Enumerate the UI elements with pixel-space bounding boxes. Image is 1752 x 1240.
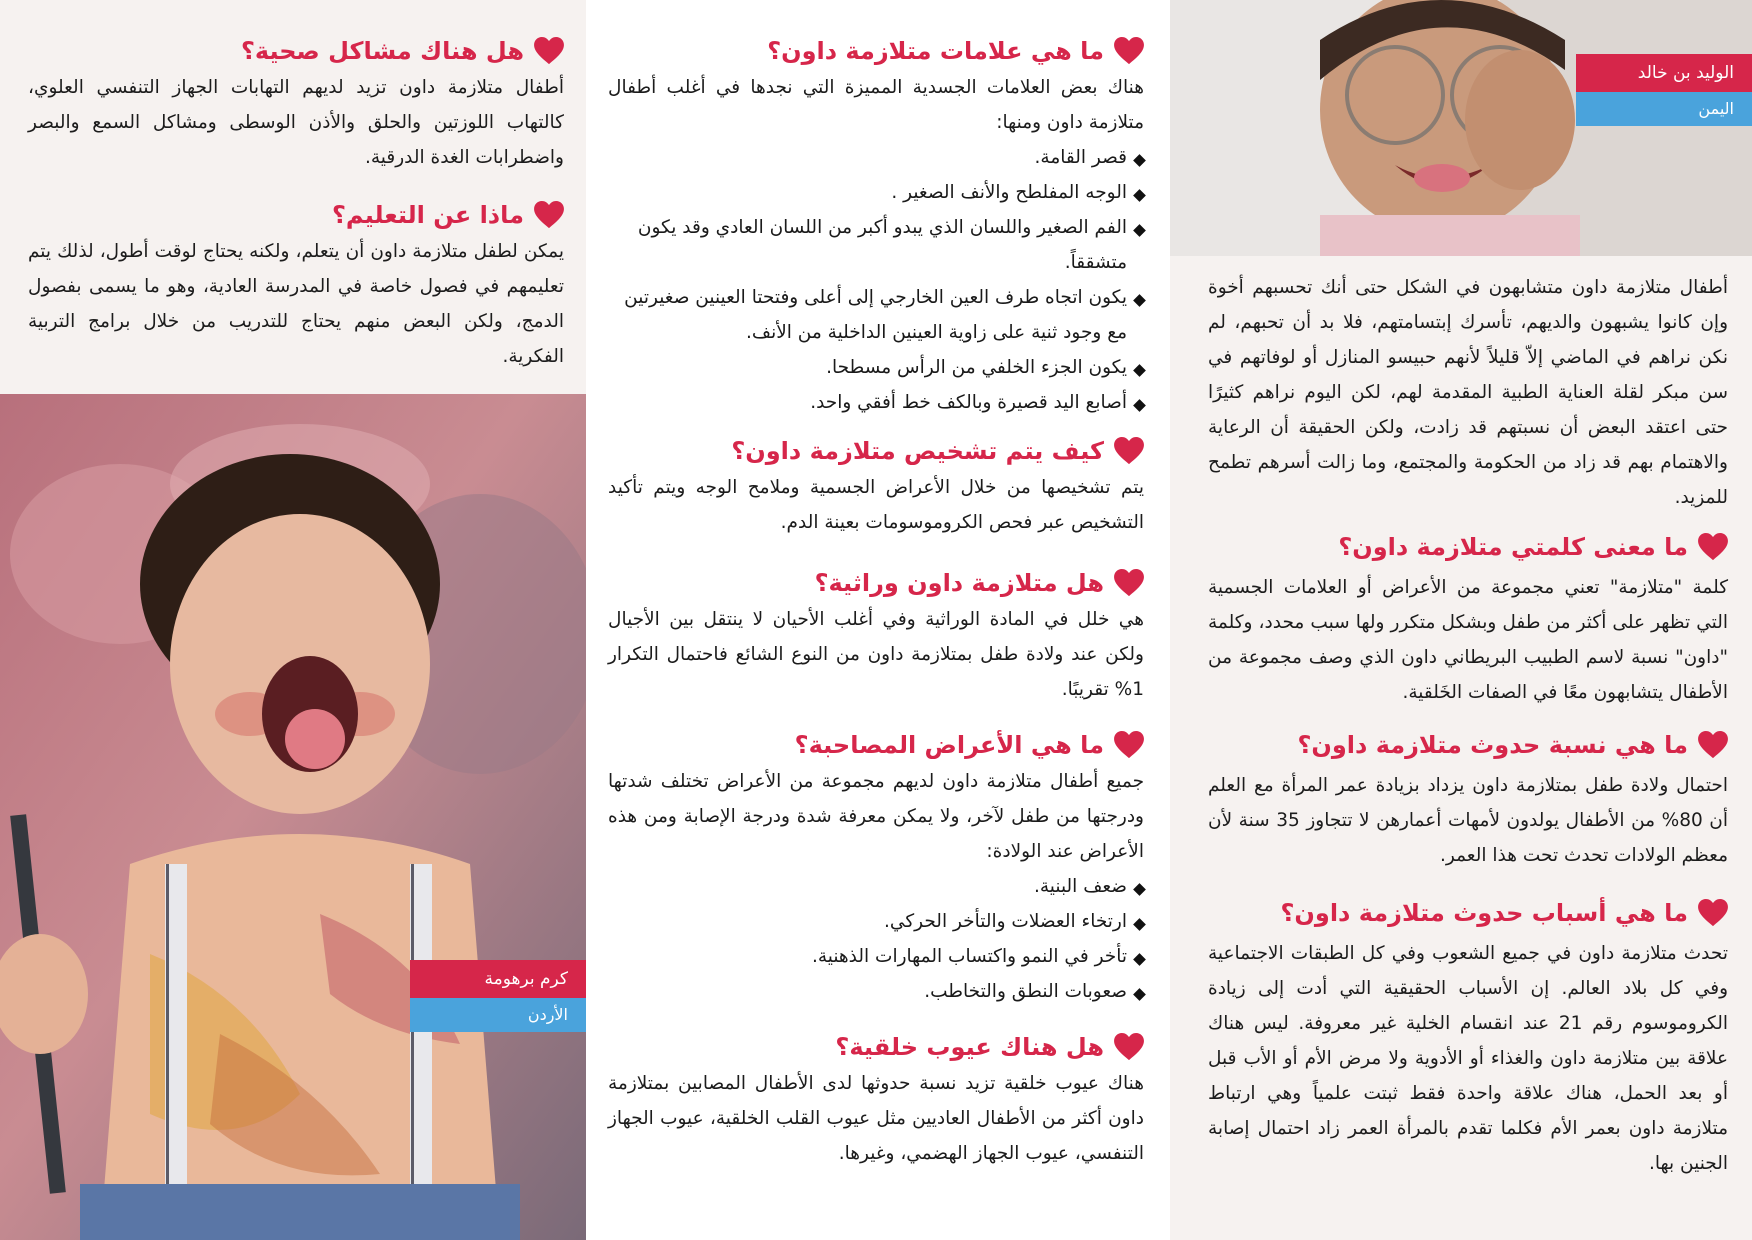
causes-section (1208, 896, 1728, 1181)
heart-icon (534, 201, 564, 229)
list-item-text: ارتخاء العضلات والتأخر الحركي. (884, 911, 1127, 932)
list-item-text: ضعف البنية. (1034, 876, 1127, 897)
meaning-text: كلمة "متلازمة" تعني مجموعة من الأعراض أو العلامات الجسمية التي تظهر على أكثر من طفل وبشكل متكرر ولها سبب محدد، وكلمة "داون" نسبة لاسم الطبيب البريطاني داون الذي وصف مجموعة من الأطفال يتشابهون معًا في الصفات الخَلقية. (1208, 577, 1728, 703)
education-text: يمكن لطفل متلازمة داون أن يتعلم، ولكنه يحتاج لوقت أطول، لذلك يتم تعليمهم في فصول خاصة في المدرسة العادية، وهو ما يسمى بفصول الدمج، ولكن البعض منهم يحتاج للتدريب من خلال برامج التربية الفكرية. (28, 241, 564, 367)
list-item (608, 904, 1144, 939)
health-title: هل هناك مشاكل صحية؟ (240, 37, 524, 65)
left-panel (0, 0, 586, 1240)
heart-icon (534, 37, 564, 65)
right-panel (1170, 0, 1752, 1240)
causes-text: تحدث متلازمة داون في جميع الشعوب وفي كل الطبقات الاجتماعية وفي كل بلاد العالم. إن الأسباب الحقيقية التي أدت إلى زيادة الكروموسوم رقم 21 عند انقسام الخلية غير معروفة. ليس هناك علاقة بين متلازمة داون والغذاء أو الأدوية ولا مرض الأم أو الأب قبل أو بعد الحمل، هناك علاقة واحدة فقط ثبتت علمياً وهي ارتباط متلازمة داون بعمر الأم فكلما تقدم بالمرأة العمر زاد احتمال إصابة الجنين بها. (1208, 943, 1728, 1174)
rate-title: ما هي نسبة حدوث متلازمة داون؟ (1297, 731, 1688, 759)
heart-icon (1114, 37, 1144, 65)
signs-heading (608, 34, 1144, 68)
list-item (608, 385, 1144, 420)
health-text: أطفال متلازمة داون تزيد لديهم التهابات الجهاز التنفسي العلوي، كالتهاب اللوزتين والحلق والأذن الوسطى ومشاكل السمع والبصر واضطرابات الغدة الدرقية. (28, 77, 564, 168)
child-photo-glasses (1170, 0, 1752, 256)
bullet-icon (1133, 189, 1146, 202)
signs-section (608, 34, 1144, 420)
bullet-icon (1133, 953, 1146, 966)
defects-section (608, 1030, 1144, 1171)
bullet-icon (1133, 294, 1146, 307)
causes-heading (1208, 896, 1728, 930)
caption-country: اليمن (1576, 92, 1752, 126)
signs-list (608, 140, 1144, 420)
causes-title: ما هي أسباب حدوث متلازمة داون؟ (1280, 899, 1688, 927)
bullet-icon (1133, 154, 1146, 167)
meaning-heading (1208, 530, 1728, 564)
bullet-icon (1133, 883, 1146, 896)
symptoms-heading (608, 728, 1144, 762)
symptoms-list (608, 869, 1144, 1009)
hereditary-heading (608, 566, 1144, 600)
intro-text: أطفال متلازمة داون متشابهون في الشكل حتى أنك تحسبهم أخوة وإن كانوا يشبهون والديهم، تأسرك إبتسامتهم، فلا بد أن تحبهم، لم نكن نراهم في الماضي إلاّ قليلاً لأنهم حبيسو المنازل أو لوفاتهم في سن مبكر لقلة العناية الطبية المقدمة لهم، لكن اليوم نراهم كثيرًا حتى اعتقد البعض أن نسبتهم قد زادت، ولكن الحقيقة أن الرعاية والاهتمام بهم قد زاد من الحكومة والمجتمع، وما زالت أسرهم تطمح للمزيد. (1208, 277, 1728, 508)
list-item (608, 140, 1144, 175)
health-section (28, 34, 564, 175)
list-item-text: صعوبات النطق والتخاطب. (924, 981, 1127, 1002)
list-item (608, 350, 1144, 385)
photo-caption-left (410, 960, 586, 1032)
list-item-text: الوجه المفلطح والأنف الصغير . (891, 182, 1127, 203)
heart-icon (1114, 731, 1144, 759)
bullet-icon (1133, 988, 1146, 1001)
photo-caption-right (1576, 54, 1752, 126)
heart-icon (1114, 1033, 1144, 1061)
heart-icon (1698, 533, 1728, 561)
caption-name: الوليد بن خالد (1576, 54, 1752, 92)
list-item (608, 210, 1144, 280)
heart-icon (1114, 569, 1144, 597)
diagnosis-text: يتم تشخيصها من خلال الأعراض الجسمية وملامح الوجه ويتم تأكيد التشخيص عبر فحص الكروموسومات بعينة الدم. (608, 477, 1144, 533)
intro-section (1208, 270, 1728, 515)
bullet-icon (1133, 224, 1146, 237)
symptoms-section (608, 728, 1144, 1009)
defects-text: هناك عيوب خلقية تزيد نسبة حدوثها لدى الأطفال المصابين بمتلازمة داون أكثر من الأطفال العاديين مثل عيوب القلب الخلقية، عيوب الجهاز التنفسي، عيوب الجهاز الهضمي، وغيرها. (608, 1073, 1144, 1164)
bullet-icon (1133, 399, 1146, 412)
hereditary-title: هل متلازمة داون وراثية؟ (814, 569, 1104, 597)
symptoms-title: ما هي الأعراض المصاحبة؟ (794, 731, 1104, 759)
list-item (608, 869, 1144, 904)
list-item (608, 939, 1144, 974)
list-item-text: الفم الصغير واللسان الذي يبدو أكبر من اللسان العادي وقد يكون متشققاً. (637, 217, 1127, 273)
rate-text: احتمال ولادة طفل بمتلازمة داون يزداد بزيادة عمر المرأة مع العلم أن 80% من الأطفال يولدون لأمهات أعمارهن لا تتجاوز 35 سنة لأن معظم الولادات تحدث تحت هذا العمر. (1208, 775, 1729, 866)
heart-icon (1114, 437, 1144, 465)
meaning-title: ما معنى كلمتي متلازمة داون؟ (1338, 533, 1688, 561)
list-item-text: يكون الجزء الخلفي من الرأس مسطحا. (826, 357, 1127, 378)
health-heading (28, 34, 564, 68)
hereditary-text: هي خلل في المادة الوراثية وفي أغلب الأحيان لا ينتقل بين الأجيال ولكن عند ولادة طفل بمتلازمة داون من النوع الشائع فاحتمال التكرار 1% تقريبًا. (608, 609, 1144, 700)
child-photo-paint (0, 394, 586, 1240)
list-item (608, 280, 1144, 350)
defects-heading (608, 1030, 1144, 1064)
rate-heading (1208, 728, 1728, 762)
list-item-text: قصر القامة. (1034, 147, 1127, 168)
diagnosis-section (608, 434, 1144, 540)
heart-icon (1698, 899, 1728, 927)
education-title: ماذا عن التعليم؟ (331, 201, 524, 229)
list-item-text: أصابع اليد قصيرة وبالكف خط أفقي واحد. (810, 392, 1127, 413)
bullet-icon (1133, 364, 1146, 377)
caption-country: الأردن (410, 998, 586, 1032)
hereditary-section (608, 566, 1144, 707)
signs-intro: هناك بعض العلامات الجسدية المميزة التي نجدها في أغلب أطفال متلازمة داون ومنها: (608, 77, 1144, 133)
list-item (608, 974, 1144, 1009)
diagnosis-heading (608, 434, 1144, 468)
meaning-section (1208, 530, 1728, 710)
symptoms-intro: جميع أطفال متلازمة داون لديهم مجموعة من الأعراض تختلف شدتها ودرجتها من طفل لآخر، ولا يمكن معرفة شدة ودرجة الإصابة ومن هذه الأعراض عند الولادة: (608, 771, 1144, 862)
signs-title: ما هي علامات متلازمة داون؟ (767, 37, 1104, 65)
bullet-icon (1133, 918, 1146, 931)
middle-panel (586, 0, 1170, 1240)
caption-name: كرم برهومة (410, 960, 586, 998)
defects-title: هل هناك عيوب خلقية؟ (835, 1033, 1104, 1061)
education-heading (28, 198, 564, 232)
list-item-text: يكون اتجاه طرف العين الخارجي إلى أعلى وفتحتا العينين صغيرتين مع وجود ثنية على زاوية العينين الداخلية من الأنف. (624, 287, 1127, 343)
diagnosis-title: كيف يتم تشخيص متلازمة داون؟ (731, 437, 1104, 465)
list-item-text: تأخر في النمو واكتساب المهارات الذهنية. (811, 946, 1127, 967)
rate-section (1208, 728, 1728, 873)
heart-icon (1698, 731, 1728, 759)
education-section (28, 198, 564, 374)
list-item (608, 175, 1144, 210)
